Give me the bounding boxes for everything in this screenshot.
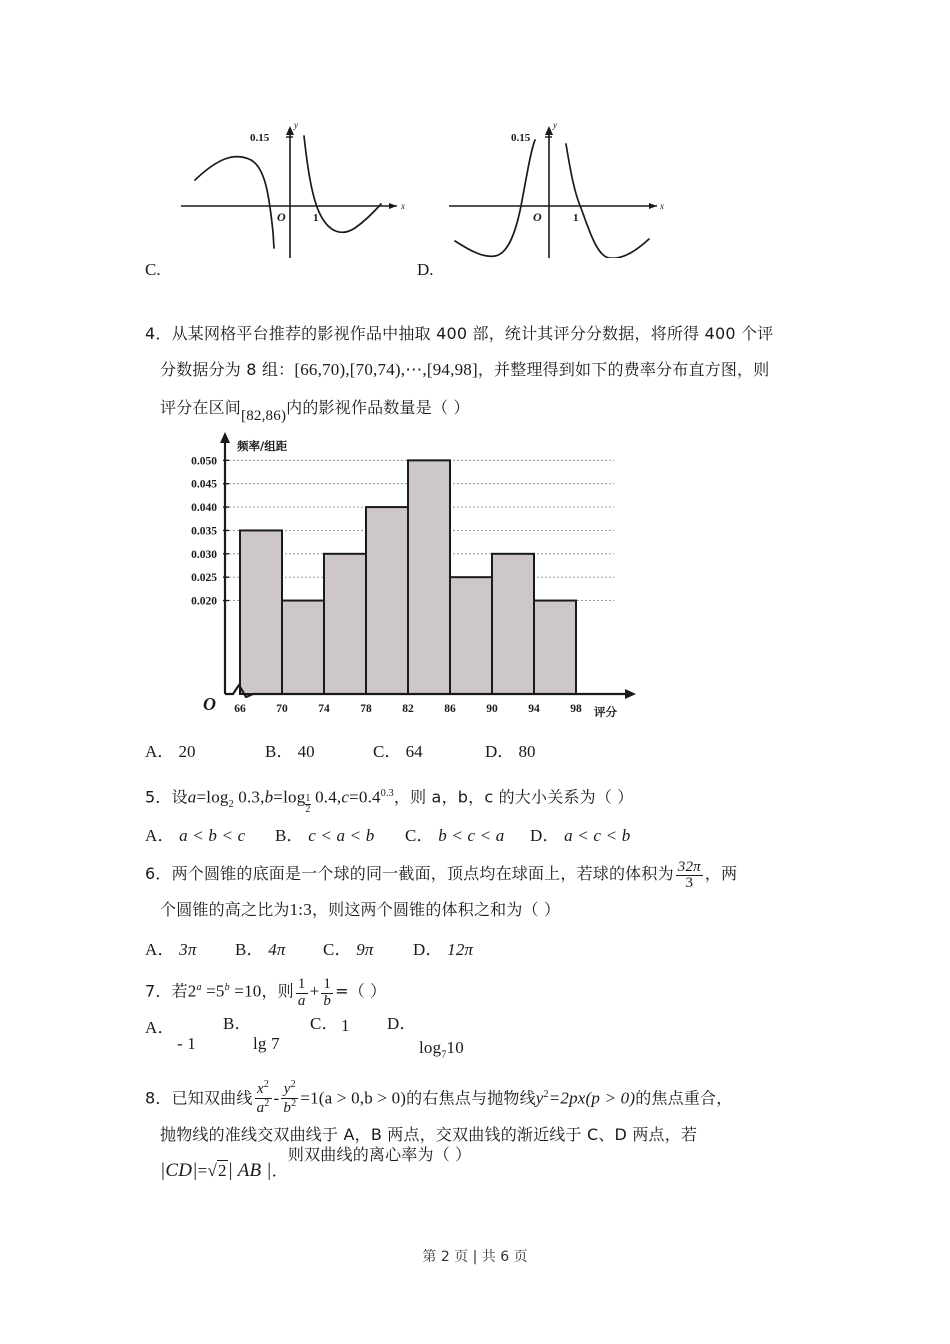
q4-option-a-value: 20 <box>178 742 196 761</box>
x-tick-label: 94 <box>528 703 540 715</box>
curve-left-branch <box>195 157 274 248</box>
q4-groups-1: [66,70),[70,74), <box>294 360 406 379</box>
x-axis-name: x <box>401 201 405 211</box>
q4-interval: [82,86) <box>241 407 287 424</box>
q7-exp-b: b <box>224 982 230 993</box>
q7-plus: + <box>309 981 320 1001</box>
q5-b-base-num: 1 <box>305 792 311 804</box>
option-d-label: D. <box>417 260 434 279</box>
x-axis-arrow <box>389 203 397 209</box>
q8-line3-dot: ． <box>271 1160 288 1180</box>
q7-prefix: 7．若 <box>145 981 188 1001</box>
q4-option-a-key: A． <box>145 742 175 761</box>
q8-hyp-y-den-exp: 2 <box>291 1097 297 1109</box>
q4-option-d[interactable] <box>485 737 536 762</box>
x-tick-label: 82 <box>402 703 414 715</box>
q8-hyp-x-den <box>255 1098 272 1117</box>
q5-suffix: ，则 a，b，c 的大小关系为（ ） <box>393 787 634 807</box>
question-8 <box>145 1077 815 1189</box>
q6-option-a-key: A． <box>145 940 175 959</box>
q6-option-a[interactable] <box>145 932 197 968</box>
option-c-graph <box>173 108 413 263</box>
question-7 <box>145 970 815 1061</box>
q6-option-c[interactable] <box>323 932 374 968</box>
q7-fraction-2 <box>321 977 333 1010</box>
y-tick-label: 0.045 <box>191 478 217 491</box>
q5-a-arg: 0.3, <box>238 787 265 807</box>
q8-hyp-x-num-exp: 2 <box>263 1079 270 1091</box>
q4-line3-text-b: 内的影视作品数量是（ ） <box>286 398 470 417</box>
q5-statement <box>145 776 815 823</box>
y-tick-label: 0.050 <box>191 455 217 468</box>
q4-option-c-key: C． <box>373 742 402 761</box>
q4-option-d-value: 80 <box>518 742 536 761</box>
y-tick-label: 0.020 <box>191 595 217 608</box>
q5-b-log: =log <box>273 787 306 807</box>
option-c-plot <box>173 108 413 258</box>
q5-option-c-key: C． <box>405 826 434 845</box>
q8-parabola-y: y <box>535 1088 544 1108</box>
q4-option-c[interactable] <box>373 737 423 762</box>
q4-line2-text-b: ，并整理得到如下的费率分布直方图，则 <box>477 360 770 379</box>
origin-label: O <box>203 694 216 714</box>
q8-line-1 <box>145 1077 815 1117</box>
q4-line-1: 4．从某网格平台推荐的影视作品中抽取 400 部，统计其评分分数据，将所得 400 个评 <box>145 324 774 343</box>
q5-prefix: 5．设 <box>145 787 188 807</box>
q4-option-b-key: B． <box>265 742 294 761</box>
histogram-bar <box>408 460 450 694</box>
origin-label: O <box>277 210 286 224</box>
histogram-bar <box>366 507 408 694</box>
q8-line3-tail: 则双曲线的离心率为（ ） <box>287 1144 472 1164</box>
x-tick-label: 66 <box>234 703 246 715</box>
q4-line2-text-a: 分数据分为 8 组： <box>160 360 295 379</box>
q7-option-d-tail: 10 <box>446 1038 464 1057</box>
option-d-graph <box>445 108 675 263</box>
q5-option-d-key: D． <box>530 826 560 845</box>
q7-option-d-log: log <box>419 1038 442 1057</box>
q5-a-symbol: a <box>187 787 197 807</box>
q8-line1-text-a: 8．已知双曲线 <box>145 1088 253 1108</box>
q5-option-a-key: A． <box>145 826 175 845</box>
q5-b-log-base <box>305 794 310 815</box>
y-tick-label: 0.040 <box>191 502 217 515</box>
q6-option-a-value: 3π <box>179 940 197 959</box>
q7-frac1-denominator: a <box>297 992 306 1009</box>
page-number-text: 第 2 页 | 共 6 页 <box>422 1249 528 1265</box>
origin-label: O <box>533 210 542 224</box>
q8-hyp-x-den-exp: 2 <box>264 1097 270 1109</box>
curve-right-branch <box>566 144 649 258</box>
q4-option-b-value: 40 <box>297 742 315 761</box>
q7-frac2-denominator: b <box>323 992 332 1009</box>
option-c-label: C. <box>145 260 161 279</box>
q5-b-symbol: b <box>264 787 274 807</box>
x-tick-one-label: 1 <box>573 212 579 224</box>
q7-frac1-numerator: 1 <box>297 976 306 993</box>
q5-c-exp: 0.3 <box>380 788 394 799</box>
q4-line3-text-a: 评分在区间 <box>160 398 242 417</box>
q6-line2-text-a: 个圆锥的高之比为 <box>160 900 290 919</box>
y-tick-015-label: 0.15 <box>511 132 531 144</box>
q5-a-log-base: 2 <box>228 799 234 811</box>
q6-height-ratio: 1:3 <box>289 900 312 919</box>
q7-option-b-key[interactable]: B． <box>223 1014 252 1033</box>
x-axis-name: x <box>660 201 664 211</box>
q6-frac-denominator: 3 <box>676 875 703 892</box>
q8-minus: - <box>273 1088 280 1108</box>
q6-line1-text-a: 6．两个圆锥的底面是一个球的同一截面，顶点均在球面上，若球的体积为 <box>145 864 674 883</box>
x-axis-label: 评分 <box>594 705 617 719</box>
q8-sqrt-two: √2 <box>207 1160 227 1180</box>
option-d-plot <box>445 108 675 258</box>
histogram-bar <box>534 601 576 694</box>
q8-hyp-x-num <box>255 1080 272 1098</box>
q4-groups-2: ⋯,[94,98] <box>405 360 478 379</box>
y-tick-label: 0.035 <box>191 525 217 538</box>
histogram-bar <box>450 577 492 694</box>
x-tick-label: 98 <box>570 703 582 715</box>
q8-ab-length: | AB | <box>227 1159 272 1181</box>
q6-sphere-volume-fraction <box>676 860 703 893</box>
q5-option-b-key: B． <box>275 826 304 845</box>
q4-option-d-key: D． <box>485 742 515 761</box>
q6-option-d[interactable] <box>413 932 473 968</box>
q6-option-d-key: D． <box>413 940 443 959</box>
q8-sqrt-radicand: 2 <box>217 1160 227 1180</box>
q8-hyp-y-num-exp: 2 <box>290 1079 296 1091</box>
y-axis-arrow <box>286 126 294 135</box>
q8-line-2: 抛物线的准线交双曲线于 A，B 两点，交双曲钱的渐近线于 C、D 两点，若 <box>160 1124 698 1144</box>
q8-line1-text-c: 的焦点重合， <box>635 1088 733 1108</box>
y-axis-label: 频率/组距 <box>237 439 288 453</box>
q6-option-d-value: 12π <box>447 940 474 959</box>
q7-option-d-sub: 7 <box>441 1049 447 1061</box>
q6-option-b-key: B． <box>235 940 264 959</box>
x-axis-arrow <box>649 203 657 209</box>
q6-line-2 <box>160 892 815 928</box>
q8-cd-length: |CD| <box>160 1159 198 1181</box>
y-tick-label: 0.025 <box>191 572 217 585</box>
histogram-bar <box>282 601 324 694</box>
y-tick-015-label: 0.15 <box>250 132 270 144</box>
x-tick-one-label: 1 <box>313 212 319 224</box>
q8-hyp-y-den <box>281 1098 298 1117</box>
q6-line-1 <box>145 856 815 892</box>
q8-parabola-y-exp: 2 <box>543 1089 549 1100</box>
q7-option-d-key[interactable]: D． <box>387 1014 417 1033</box>
q8-hyp-equation: =1(a > 0,b > 0) <box>300 1088 407 1108</box>
q7-option-a-key[interactable]: A． <box>145 1018 175 1037</box>
q5-b-base-den: 2 <box>305 803 311 815</box>
q5-option-d[interactable] <box>530 818 630 854</box>
question-5 <box>145 776 815 845</box>
q7-option-c-value[interactable]: 1 <box>341 1016 350 1035</box>
question-6 <box>145 856 815 959</box>
x-tick-label: 86 <box>444 703 456 715</box>
q6-option-c-key: C． <box>323 940 352 959</box>
q7-exp-a: a <box>196 982 202 993</box>
q7-fraction-1 <box>296 977 308 1010</box>
q5-option-a[interactable] <box>145 818 245 854</box>
q7-option-b-value[interactable]: lg 7 <box>253 1034 280 1053</box>
q5-option-c-value: b < c < a <box>438 826 505 845</box>
q7-option-a-value[interactable]: - 1 <box>177 1034 197 1053</box>
q5-option-c[interactable] <box>405 818 505 854</box>
x-tick-label: 70 <box>276 703 288 715</box>
x-tick-label: 90 <box>486 703 498 715</box>
q4-option-a[interactable] <box>145 737 196 762</box>
q8-parabola-equation: =2px(p > 0) <box>548 1088 636 1108</box>
q8-line1-text-b: 的右焦点与抛物线 <box>406 1088 536 1108</box>
q7-option-d-value[interactable] <box>419 1030 464 1073</box>
y-axis-arrow <box>545 126 553 135</box>
options-cd-graphs <box>145 108 815 288</box>
q8-hyp-y-num-var: y <box>283 1081 291 1098</box>
q6-option-b[interactable] <box>235 932 286 968</box>
histogram-bar <box>492 554 534 694</box>
q7-statement <box>145 970 815 1010</box>
q4-option-b[interactable] <box>265 737 315 762</box>
x-axis-arrow <box>625 689 636 699</box>
q6-frac-numerator: 32π <box>677 858 701 875</box>
histogram-bar <box>240 530 282 694</box>
q8-hyperbola-x-term <box>255 1080 272 1117</box>
q8-line-3 <box>160 1144 815 1189</box>
q7-comma: ，则 <box>261 981 294 1001</box>
q5-option-b[interactable] <box>275 818 375 854</box>
q7-eq-end: =10 <box>234 981 262 1001</box>
q7-base-2: 2 <box>187 981 197 1001</box>
q6-option-b-value: 4π <box>268 940 286 959</box>
q6-option-c-value: 9π <box>356 940 374 959</box>
q5-c-base: =0.4 <box>349 787 381 807</box>
q5-b-arg: 0.4, <box>315 787 342 807</box>
q7-option-c-key[interactable]: C． <box>310 1014 339 1033</box>
q6-line1-text-b: ，两 <box>704 864 738 883</box>
page-footer <box>0 1246 950 1266</box>
q7-eq-mid: =5 <box>206 981 225 1001</box>
y-tick-label: 0.030 <box>191 548 217 561</box>
q5-c-symbol: c <box>341 787 350 807</box>
q4-option-c-value: 64 <box>405 742 423 761</box>
q7-equals: =（ ） <box>335 981 387 1001</box>
q5-option-b-value: c < a < b <box>308 826 375 845</box>
q8-hyperbola-y-term <box>281 1080 298 1117</box>
q8-hyp-x-den-var: a <box>256 1099 265 1116</box>
q7-frac2-numerator: 1 <box>323 976 332 993</box>
q8-hyp-y-num <box>281 1080 298 1098</box>
q5-option-a-value: a < b < c <box>179 826 246 845</box>
x-tick-label: 78 <box>360 703 372 715</box>
histogram-bar <box>324 554 366 694</box>
x-tick-label: 74 <box>318 703 330 715</box>
y-axis-name: y <box>294 120 298 130</box>
q8-line3-equals: = <box>197 1160 208 1180</box>
frequency-histogram <box>165 426 685 726</box>
q4-line-2 <box>160 352 769 388</box>
curve-left-branch <box>455 140 535 256</box>
q5-a-log: =log <box>196 787 229 807</box>
y-axis-name: y <box>553 120 557 130</box>
q5-option-d-value: a < c < b <box>564 826 631 845</box>
q6-line2-text-b: ，则这两个圆锥的体积之和为（ ） <box>311 900 561 919</box>
histogram-svg <box>165 426 685 726</box>
q8-hyp-x-num-var: x <box>257 1081 264 1098</box>
q8-hyp-y-den-var: b <box>283 1099 292 1116</box>
y-axis-arrow <box>220 432 230 443</box>
